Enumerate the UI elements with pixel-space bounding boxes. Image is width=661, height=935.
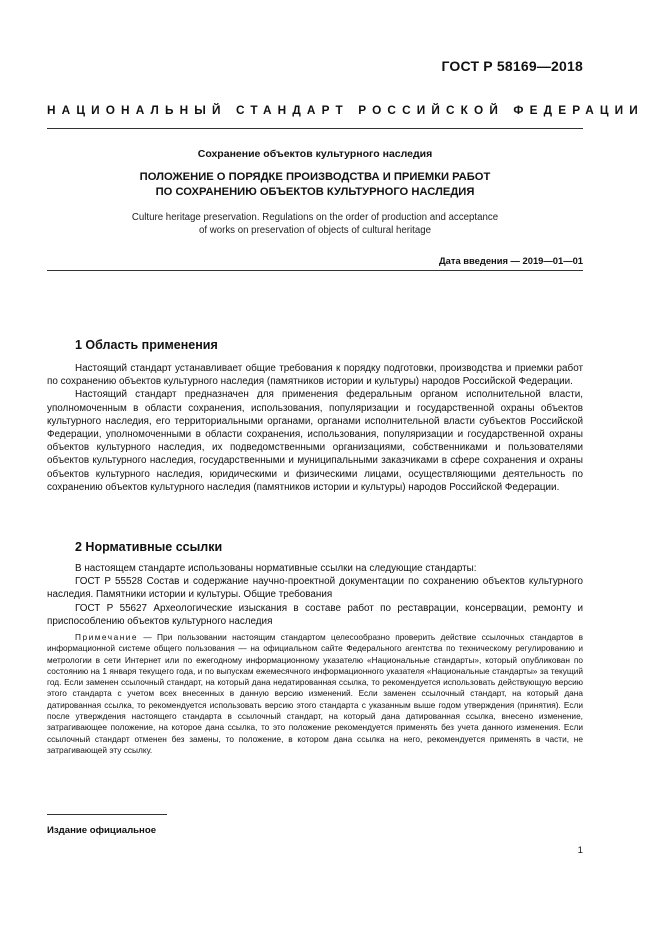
footer-divider (47, 814, 167, 815)
introduction-date: Дата введения — 2019—01—01 (438, 255, 583, 266)
section-1-paragraph-1: Настоящий стандарт устанавливает общие требования к порядку подготовки, производства и приемки работ по сохранению объектов культурного наследия (памятников истории и культуры) народов Российской Федерации. (47, 363, 583, 388)
section-2-reference-2: ГОСТ Р 55627 Археологические изыскания в составе работ по реставрации, консервации, ремонту и приспособлению объектов культурного наследия (47, 602, 583, 627)
section-2-reference-1: ГОСТ Р 55528 Состав и содержание научно-проектной документации по сохранению объектов культурного наследия. Памятники истории и культуры. Общие требования (47, 576, 583, 601)
note-text: — При пользовании настоящим стандартом целесообразно проверить действие ссылочных стандартов в информационной системе общего пользования — на официальном сайте Федерального агентства по техническому регулированию и метрологии в сети Интернет или по ежегодному информационному указателю «Национальные стандарты», который опубликован по состоянию на 1 января текущего года, и по выпускам ежемесячного информационного указателя «Национальные стандарты» за текущий год. Если заменен ссылочный стандарт, на который дана недатированная ссылка, то рекомендуется использовать действующую версию этого стандарта с учетом всех внесенных в данную версию изменений. Если заменен ссылочный стандарт, на который дана датированная ссылка, то рекомендуется использовать версию этого стандарта с указанным выше годом утверждения (принятия). Если после утверждения настоящего стандарта в ссылочный стандарт, на который дана датированная ссылка, внесено изменение, затрагивающее положение, на которое дана ссылка, то это положение рекомендуется применять без учета данного изменения. Если ссылочный стандарт отменен без замены, то положение, в котором дана ссылка на него, рекомендуется применять в части, не затрагивающей эту ссылку. (47, 632, 583, 755)
title-line-1: ПОЛОЖЕНИЕ О ПОРЯДКЕ ПРОИЗВОДСТВА И ПРИЕМКИ РАБОТ (139, 171, 491, 183)
title-line-2: ПО СОХРАНЕНИЮ ОБЪЕКТОВ КУЛЬТУРНОГО НАСЛЕДИЯ (155, 186, 475, 198)
header-divider (47, 128, 583, 129)
document-code: ГОСТ Р 58169—2018 (441, 58, 583, 74)
official-edition-label: Издание официальное (47, 825, 157, 836)
page-number: 1 (577, 845, 583, 856)
english-title-line-1: Culture heritage preservation. Regulations on the order of production and acceptance (131, 212, 499, 223)
note-label: Примечание (75, 632, 139, 642)
title-divider (47, 270, 583, 271)
section-2-note (47, 632, 583, 756)
section-1-paragraph-2: Настоящий стандарт предназначен для применения федеральным органом исполнительной власти, уполномоченным в области сохранения, использования, популяризации и государственной охраны объектов культурного наследия, его территориальными органами, органами исполнительной власти субъектов Российской Федерации, уполномоченными в области сохранения, использования, популяризации и государственной охраны объектов культурного наследия, их подведомственными организациями, собственниками и пользователями объектов культурного наследия, государственными и муниципальными заказчиками в сфере сохранения и охраны объектов культурного наследия, юридическими и физическими лицами, осуществляющими деятельность по сохранению объектов культурного наследия (памятников истории и культуры) народов Российской Федерации. (47, 389, 583, 493)
section-1-body (47, 362, 583, 494)
national-standard-title: НАЦИОНАЛЬНЫЙ СТАНДАРТ РОССИЙСКОЙ ФЕДЕРАЦИИ (47, 103, 644, 117)
document-title (47, 170, 583, 200)
section-2-heading: 2 Нормативные ссылки (75, 540, 223, 554)
section-2-body (47, 562, 583, 628)
section-1-heading: 1 Область применения (75, 338, 218, 352)
english-title (47, 212, 583, 237)
section-2-paragraph-1: В настоящем стандарте использованы нормативные ссылки на следующие стандарты: (75, 563, 477, 574)
document-subject: Сохранение объектов культурного наследия (197, 148, 433, 160)
english-title-line-2: of works on preservation of objects of cultural heritage (198, 224, 432, 236)
